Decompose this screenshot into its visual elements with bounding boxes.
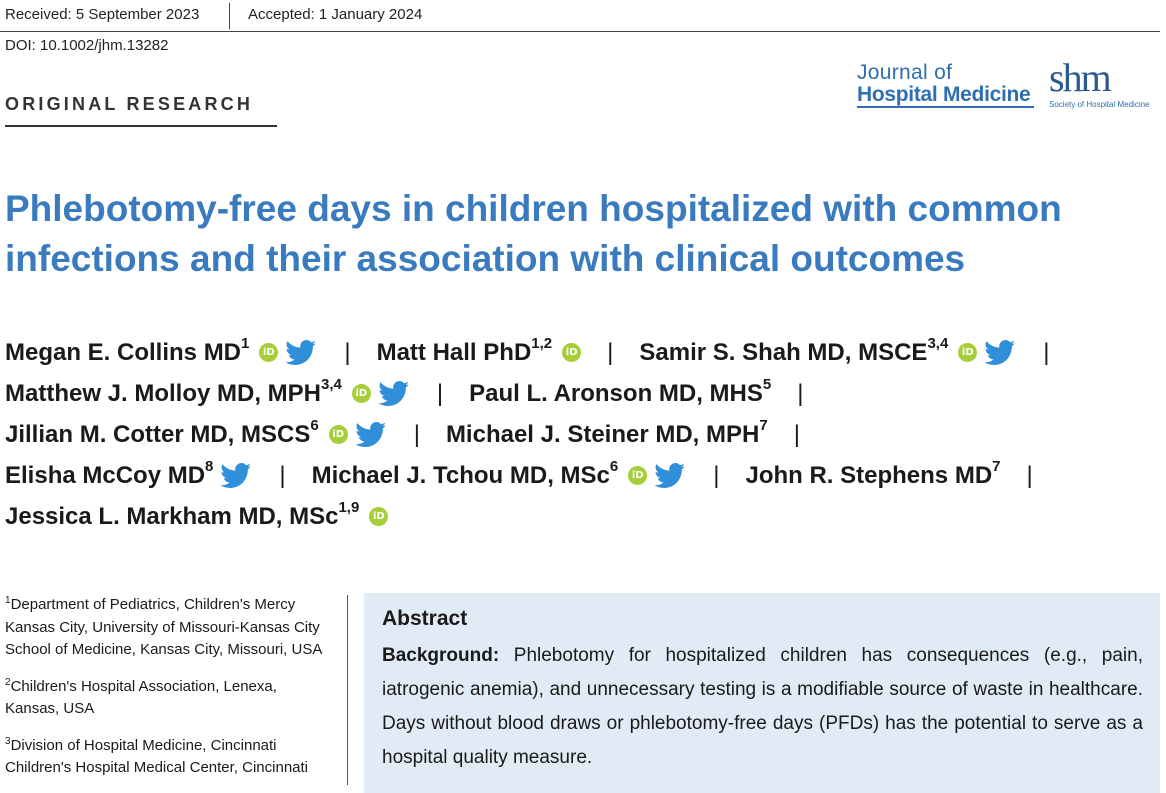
orcid-icon[interactable]: iD xyxy=(259,343,278,362)
author-name[interactable]: John R. Stephens $MD^7$ xyxy=(745,458,1001,489)
author-line xyxy=(5,332,1163,373)
twitter-icon[interactable] xyxy=(284,340,318,366)
author-separator: | xyxy=(1043,339,1050,366)
affiliation-item: $^2$Children's Hospital Association, Lenexa, Kansas, USA xyxy=(5,676,277,717)
author-separator: | xyxy=(713,462,720,489)
author-line xyxy=(5,373,1163,414)
orcid-icon[interactable]: iD xyxy=(369,507,388,526)
affiliation-list xyxy=(5,590,335,790)
author-separator: | xyxy=(793,421,800,448)
twitter-icon[interactable] xyxy=(354,422,388,448)
shm-logo[interactable] xyxy=(1049,55,1164,109)
accepted-date: Accepted: 1 January 2024 xyxy=(248,6,423,23)
doi-link[interactable]: DOI: 10.1002/jhm.13282 xyxy=(5,37,169,54)
author-list xyxy=(5,332,1163,537)
author-name[interactable]: Paul L. Aronson MD, MHS$^5$ xyxy=(469,376,772,407)
journal-logo-underline xyxy=(857,106,1034,108)
article-title: Phlebotomy-free days in children hospitalized with common infections and their association with clinical outcomes xyxy=(5,188,1062,279)
background-text: Phlebotomy for hospitalized children has consequences (e.g., pain, iatrogenic anemia), and unnecessary testing is a modifiable source of waste in healthcare. Days without blood draws or phlebotomy-free days (PFDs) has the potential to serve as a hospital quality measure. xyxy=(382,645,1143,768)
author-name[interactable]: Jessica L. Markham MD, MSc$^{1,9}$ xyxy=(5,499,360,530)
twitter-icon[interactable] xyxy=(219,463,253,489)
author-separator: | xyxy=(797,380,804,407)
affiliation-item: $^1$Department of Pediatrics, Children's Mercy Kansas City, University of Missouri-Kansas City School of Medicine, Kansas City, Missouri, USA xyxy=(5,595,323,658)
received-date: Received: 5 September 2023 xyxy=(5,6,200,23)
author-name[interactable]: Matthew J. Molloy MD, MPH$^{3,4}$ xyxy=(5,376,342,407)
header-divider xyxy=(229,3,230,29)
orcid-icon[interactable]: iD xyxy=(562,343,581,362)
shm-logo-mark: shm xyxy=(1049,55,1110,100)
author-line xyxy=(5,496,1163,537)
orcid-icon[interactable]: iD xyxy=(352,384,371,403)
author-separator: | xyxy=(413,421,420,448)
author-name[interactable]: Elisha McCoy $MD^8$ xyxy=(5,458,214,489)
abstract-background xyxy=(382,639,1143,775)
column-divider xyxy=(347,595,348,785)
author-line xyxy=(5,414,1163,455)
twitter-icon[interactable] xyxy=(653,463,687,489)
author-name[interactable]: Matt Hall PhD$^{1,2}$ xyxy=(376,335,553,366)
author-name[interactable]: Michael J. Tchou MD, MSc$^6$ xyxy=(311,458,619,489)
header-rule xyxy=(0,31,1160,32)
author-name[interactable]: Megan E. Collins $MD^1$ xyxy=(5,335,250,366)
journal-logo-line2: Hospital Medicine xyxy=(857,83,1031,106)
author-separator: | xyxy=(436,380,444,407)
author-separator: | xyxy=(1026,462,1033,489)
affiliation-item: $^3$Division of Hospital Medicine, Cincinnati Children's Hospital Medical Center, Cincinnati xyxy=(5,735,309,776)
twitter-icon[interactable] xyxy=(983,340,1017,366)
twitter-icon[interactable] xyxy=(377,381,411,407)
journal-logo-line1: Journal of xyxy=(857,61,953,84)
orcid-icon[interactable]: iD xyxy=(628,466,647,485)
section-underline xyxy=(5,125,277,127)
author-name[interactable]: Samir S. Shah MD, MSCE$^{3,4}$ xyxy=(639,335,949,366)
author-name[interactable]: Jillian M. Cotter MD, MSCS$^6$ xyxy=(5,417,319,448)
journal-logo[interactable] xyxy=(857,62,1030,105)
author-name[interactable]: Michael J. Steiner MD, MPH$^7$ xyxy=(445,417,768,448)
author-separator: | xyxy=(344,339,351,366)
background-label: Background: xyxy=(382,645,500,666)
orcid-icon[interactable]: iD xyxy=(958,343,977,362)
author-separator: | xyxy=(279,462,286,489)
author-line xyxy=(5,455,1163,496)
author-separator: | xyxy=(607,339,614,366)
abstract-heading: Abstract xyxy=(382,607,468,630)
shm-logo-subtitle: Society of Hospital Medicine xyxy=(1049,100,1150,109)
section-label: ORIGINAL RESEARCH xyxy=(5,94,254,114)
orcid-icon[interactable]: iD xyxy=(329,425,348,444)
